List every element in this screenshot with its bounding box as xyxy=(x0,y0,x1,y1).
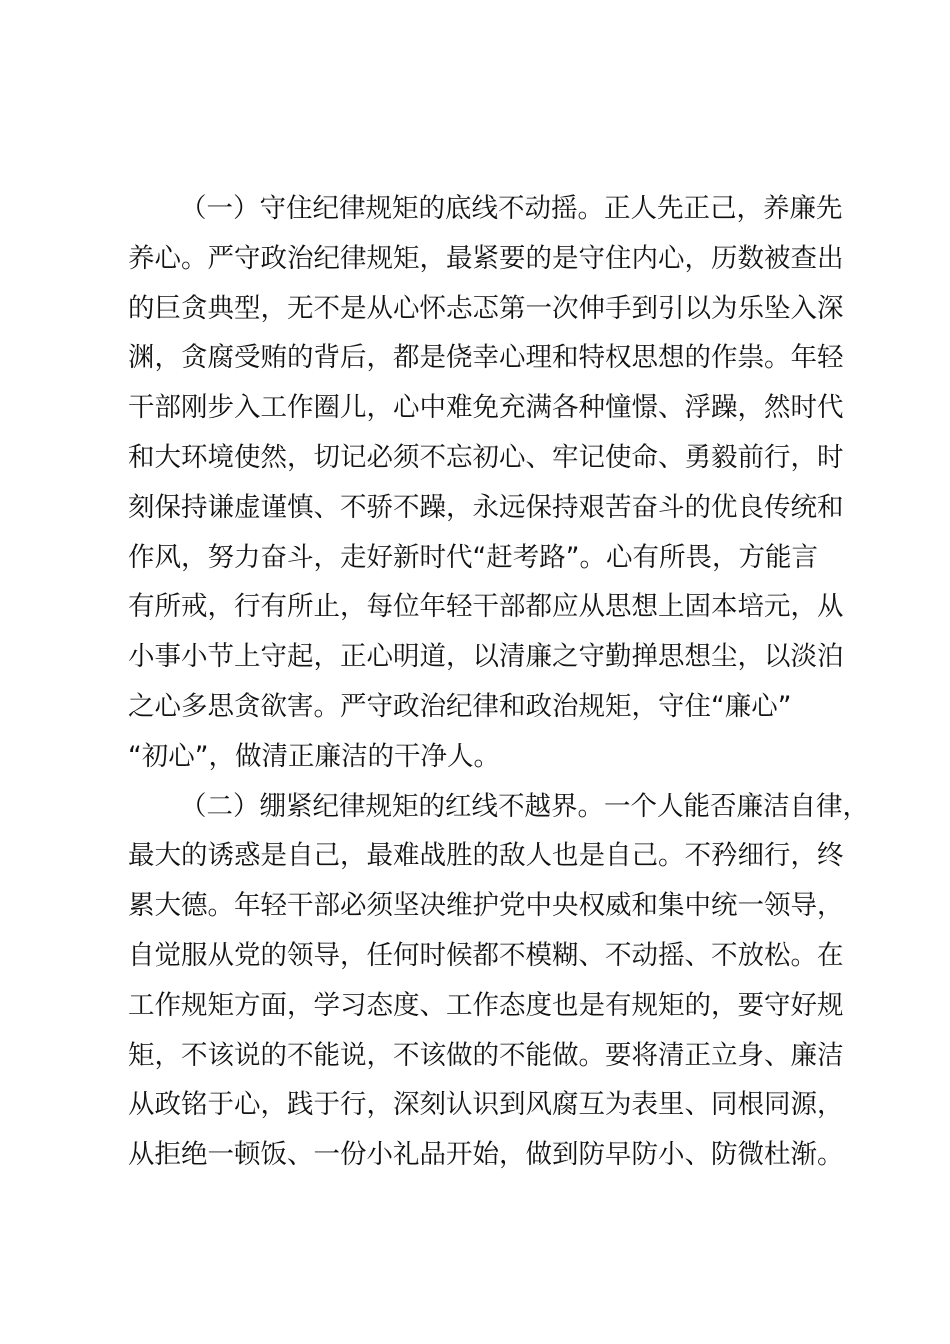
paragraph-1-line: 有所戒，行有所止，每位年轻干部都应从思想上固本培元，从 xyxy=(128,591,844,623)
paragraph-2-line: 工作规矩方面，学习态度、工作态度也是有规矩的，要守好规 xyxy=(128,989,844,1021)
paragraph-1-line: 小事小节上守起，正心明道，以清廉之守勤掸思想尘，以淡泊 xyxy=(128,641,844,673)
paragraph-2 xyxy=(128,782,869,1180)
paragraph-2-line: （二）绷紧纪律规矩的红线不越界。一个人能否廉洁自律， xyxy=(180,790,869,822)
paragraph-2-line: 矩，不该说的不能说，不该做的不能做。要将清正立身、廉洁 xyxy=(128,1039,844,1071)
paragraph-1-line: “初心”，做清正廉洁的干净人。 xyxy=(128,740,500,772)
paragraph-2-line: 累大德。年轻干部必须坚决维护党中央权威和集中统一领导， xyxy=(128,890,844,922)
paragraph-2-line: 自觉服从党的领导，任何时候都不模糊、不动摇、不放松。在 xyxy=(128,939,844,971)
paragraph-2-line: 最大的诱惑是自己，最难战胜的敌人也是自己。不矜细行，终 xyxy=(128,840,844,872)
paragraph-1-line: 之心多思贪欲害。严守政治纪律和政治规矩，守住“廉心” xyxy=(128,690,792,722)
paragraph-1-line: 的巨贪典型，无不是从心怀忐忑第一次伸手到引以为乐坠入深 xyxy=(128,292,844,324)
paragraph-2-line: 从拒绝一顿饭、一份小礼品开始，做到防早防小、防微杜渐。 xyxy=(128,1139,844,1171)
paragraph-1-line: 刻保持谦虚谨慎、不骄不躁，永远保持艰苦奋斗的优良传统和 xyxy=(128,491,844,523)
paragraph-1-line: 干部刚步入工作圈儿，心中难免充满各种憧憬、浮躁，然时代 xyxy=(128,392,844,424)
paragraph-1-line: 和大环境使然，切记必须不忘初心、牢记使命、勇毅前行，时 xyxy=(128,441,844,473)
paragraph-1-line: 养心。严守政治纪律规矩，最紧要的是守住内心，历数被查出 xyxy=(128,242,844,274)
document-body xyxy=(128,184,869,1180)
paragraph-1-line: 渊，贪腐受贿的背后，都是侥幸心理和特权思想的作祟。年轻 xyxy=(128,342,844,374)
paragraph-1-line: （一）守住纪律规矩的底线不动摇。正人先正己，养廉先 xyxy=(180,193,843,224)
paragraph-1-line: 作风，努力奋斗，走好新时代“赶考路”。心有所畏，方能言 xyxy=(128,541,818,573)
paragraph-2-line: 从政铭于心，践于行，深刻认识到风腐互为表里、同根同源， xyxy=(128,1089,844,1121)
paragraph-1 xyxy=(128,184,844,782)
